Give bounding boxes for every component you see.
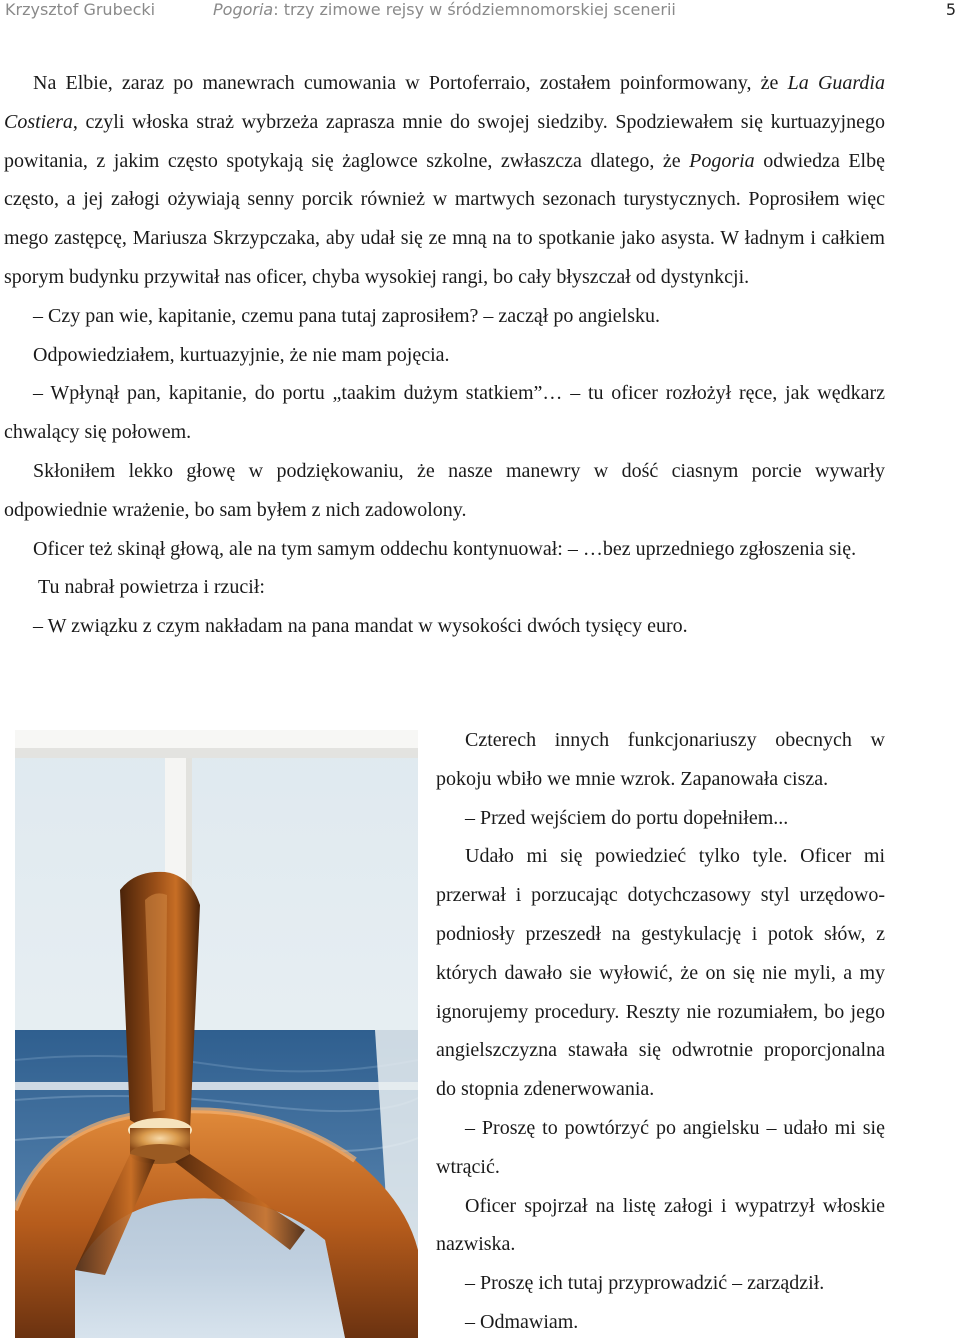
ship-wheel-photo xyxy=(15,730,418,1338)
side-text xyxy=(436,721,885,1342)
side-paragraph-1: Czterech innych funkcjonariuszy obecnych w pokoju wbiło we mnie wzrok. Zapanowała cisza. xyxy=(436,729,885,790)
header-title-italic: Pogoria xyxy=(213,0,274,19)
paragraph-1-part-b: , czyli włoska straż wybrzeża zaprasza mnie do swojej siedziby. Spodziewałem się kurtuazyjnego powitania, z jakim często spotykają się żaglowce szkolne, zwłaszcza dlatego, że xyxy=(4,110,885,172)
paragraph-1-italic-pogoria: Pogoria xyxy=(689,149,755,172)
header-book-title xyxy=(213,0,676,19)
page-number: 5 xyxy=(945,0,956,19)
paragraph-6: Oficer też skinął głową, ale na tym samym oddechu kontynuował: – …bez uprzedniego zgłoszenia się. xyxy=(33,537,857,560)
header-author: Krzysztof Grubecki xyxy=(5,0,156,19)
header-title-rest: : trzy zimowe rejsy w śródziemnomorskiej scenerii xyxy=(273,0,676,19)
side-paragraph-4: – Proszę to powtórzyć po angielsku – udało mi się wtrącić. xyxy=(436,1116,885,1178)
ship-wheel-illustration xyxy=(15,730,418,1338)
paragraph-2: – Czy pan wie, kapitanie, czemu pana tutaj zaprosiłem? – zaczął po angielsku. xyxy=(33,304,660,327)
paragraph-1-italic-guardia: La Guardia Costiera xyxy=(4,72,885,133)
paragraph-3: Odpowiedziałem, kurtuazyjnie, że nie mam pojęcia. xyxy=(33,343,450,366)
paragraph-4: – Wpłynął pan, kapitanie, do portu „taakim dużym statkiem”… – tu oficer rozłożył ręce, jak wędkarz chwalący się połowem. xyxy=(4,382,885,444)
main-text xyxy=(4,64,885,646)
side-paragraph-2: – Przed wejściem do portu dopełniłem... xyxy=(465,806,789,829)
paragraph-7: Tu nabrał powietrza i rzucił: xyxy=(38,576,265,599)
side-paragraph-3: Udało mi się powiedzieć tylko tyle. Oficer mi przerwał i porzucając dotychczasowy styl urzędowo-podniosły przeszedł na gestykulację i potok słów, z których dawało sie wyłowić, że on się nie myli, a my ignorujemy procedury. Reszty nie rozumiałem, bo jego angielszczyzna stawała się odwrotnie proporcjonalna do stopnia zdenerwowania. xyxy=(436,845,885,1101)
paragraph-5: Skłoniłem lekko głowę w podziękowaniu, że nasze manewry w dość ciasnym porcie wywarły odpowiednie wrażenie, bo sam byłem z nich zadowolony. xyxy=(4,459,885,521)
paragraph-1 xyxy=(4,64,885,297)
side-paragraph-7: – Odmawiam. xyxy=(465,1310,579,1333)
page-header xyxy=(0,0,960,24)
paragraph-8: – W związku z czym nakładam na pana mandat w wysokości dwóch tysięcy euro. xyxy=(33,615,688,638)
side-paragraph-6: – Proszę ich tutaj przyprowadzić – zarządził. xyxy=(465,1272,825,1295)
side-paragraph-5: Oficer spojrzał na listę załogi i wypatrzył włoskie nazwiska. xyxy=(436,1194,885,1256)
paragraph-1-part-a: Na Elbie, zaraz po manewrach cumowania w Portoferraio, zostałem poinformowany, że xyxy=(33,72,788,94)
paragraph-1-part-c: odwiedza Elbę często, a jej załogi ożywiają senny porcik również w martwych sezonach turystycznych. Poprosiłem więc mego zastępcę, Mariusza Skrzypczaka, aby udał się ze mną na to spotkanie jako asysta. W ładnym i całkiem sporym budynku przywitał nas oficer, chyba wysokiej rangi, bo cały błyszczał od dystynkcji. xyxy=(4,149,885,288)
